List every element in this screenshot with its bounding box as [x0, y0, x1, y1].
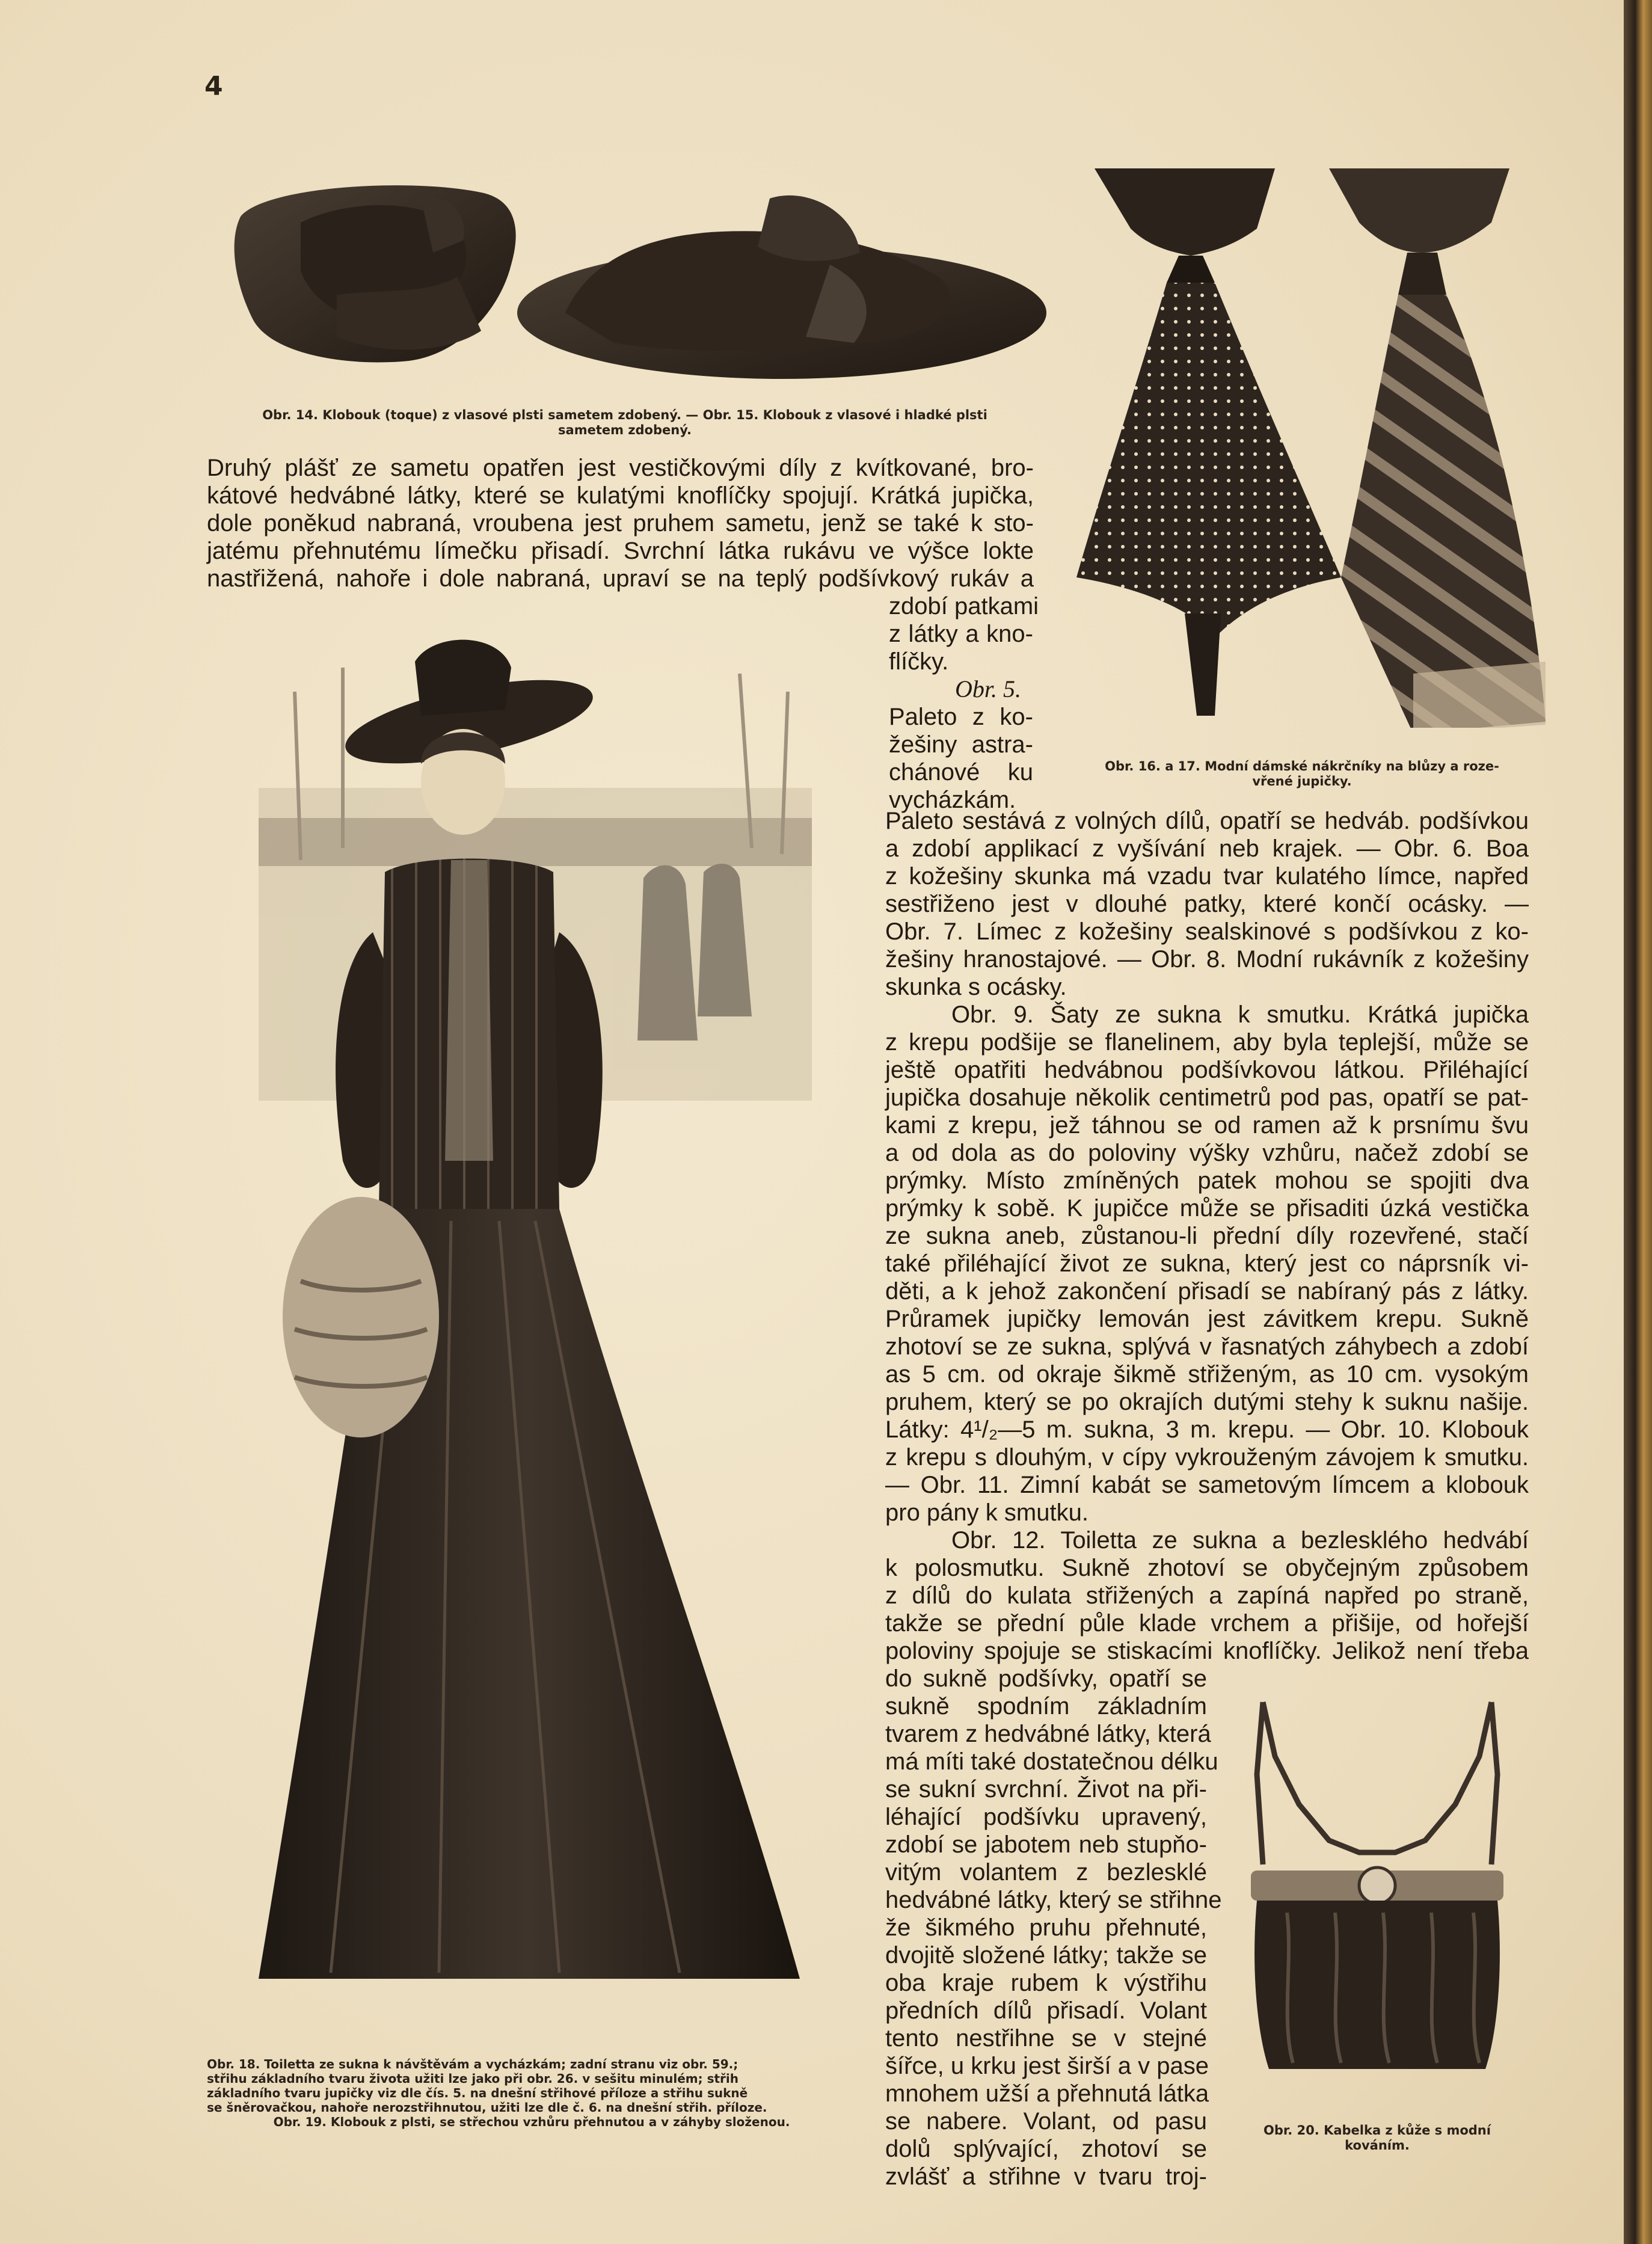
- caption-bag: Obr. 20. Kabelka z kůže s modní kováním.: [1264, 2123, 1491, 2153]
- caption-scarves: Obr. 16. a 17. Modní dámské nákrčníky na blůzy a roze- vřené jupičky.: [1105, 759, 1499, 788]
- bag-illustration: [1239, 1684, 1521, 2105]
- page-number: 4: [204, 71, 223, 102]
- right-column-text: Paleto sestává z volných dílů, opatří se hedváb. podšívkou a zdobí applikací z vyšívání neb krajek. — Obr. 6. Boa z kožešiny skunka má vzadu tvar kulatého límce, napřed sestřiženo jest v dlouhé patky, které končí ocásky. — Obr. 7. Límec z kožešiny sealskinové s podšívkou z ko- žešiny hranostajové. — Obr. 8. Modní rukávník z kožešiny skunka s ocásky. Obr. 9. Šaty ze sukna k smutku. Krátká jupička z krepu podšije se flanelinem, aby byla teplejší, může se ještě opatřiti hedvábnou podšívkovou látkou. Přiléhající jupička dosahuje několik centimetrů pod pas, opatří se pat- kami z krepu, jež táhnou se od ramen až k prsnímu švu a od dola as do poloviny výšky vzhůru, načež zdobí se prýmky. Místo zmíněných patek mohou se spojiti dva prýmky k sobě. K jupičce může se přisaditi úzká vestička ze sukna aneb, zůstanou-li přední díly rozevřené, stačí také přiléhající život ze sukna, který jest co náprsník vi- děti, a k jehož zakončení přisadí se nabíraný pás z látky. Průramek jupičky lemován jest závitkem krepu. Sukně zhotoví se ze sukna, splývá v řasnatých záhybech a zdobí as 5 cm. od okraje šikmě střiženým, as 10 cm. vysokým pruhem, který se po okrajích dutými stehy k suknu našije. Látky: 4¹/₂—5 m. sukna, 3 m. krepu. — Obr. 10. Klobouk z krepu s dlouhým, v cípy vykrouženým závojem k smutku. — Obr. 11. Zimní kabát se sametovým límcem a klobouk pro pány k smutku. Obr. 12. Toiletta ze sukna a bezlesklého hedvábí k polosmutku. Sukně zhotoví se obyčejným způsobem z dílů do kulata střižených a zapíná napřed po straně, takže se přední půle klade vrchem a přišije, od hořejší poloviny spojuje se stiskacími knoflíčky. Jelikož není třeba: [885, 808, 1529, 1664]
- caption-hats: Obr. 14. Klobouk (toque) z vlasové plsti sametem zdobený. — Obr. 15. Klobouk z vlasové i hladké plsti sametem zdobený.: [262, 408, 987, 437]
- dotted-cravat: [1076, 168, 1341, 716]
- toilette-illustration: [223, 619, 872, 2039]
- lower-narrow-column: do sukně podšívky, opatří se sukně spodním základním tvarem z hedvábné látky, která má míti také dostatečnou délku se sukní svrchní. Život na při- léhající podšívku upravený, zdobí se jabotem neb stupňo- vitým volantem z bezlesklé hedvábné látky, který se střihne že šikmého pruhu přehnuté, dvojitě složené látky; takže se oba kraje rubem k výstřihu předních dílů přisadí. Volant tento nestřihne se v stejné šířce, u krku jest širší a v pase mnohem užší a přehnutá látka se nabere. Volant, od pasu dolů splývající, zhotoví se zvlášť a střihne v tvaru troj-: [885, 1665, 1222, 2190]
- hats-illustration: [229, 174, 1119, 379]
- caption-toilette: Obr. 18. Toiletta ze sukna k návštěvám a vycházkám; zadní stranu viz obr. 59.; střihu základního tvaru života užiti lze jako při obr. 26. v sešitu minulém; střih základního tvaru jupičky viz dle čís. 5. na dnešní střihové příloze a střihu sukně se šněrovačkou, nahoře nerozstřihnutou, užiti lze dle č. 6. na dnešní střih. příloze. Obr. 19. Klobouk z plsti, se střechou vzhůru přehnutou a v záhyby složenou.: [207, 2057, 790, 2129]
- wide-brim-hat: [517, 195, 1046, 379]
- narrow-column: zdobí patkami z látky a kno- flíčky. Obr. 5. Paleto z ko- žešiny astra- chánové ku vycházkám.: [889, 593, 1039, 813]
- scarves-illustration: [1076, 156, 1558, 728]
- toque-hat: [235, 185, 516, 362]
- bag-chain: [1257, 1702, 1497, 1864]
- bag-body: [1251, 1867, 1503, 2069]
- intro-paragraph: Druhý plášť ze sametu opatřen jest vestičkovými díly z kvítkované, bro- kátové hedvábné látky, které se kulatými knoflíčky spojují. Krátká jupička, dole poněkud nabraná, vroubena jest pruhem sametu, jenž se také k sto- jatému přehnutému límečku přisadí. Svrchní látka rukávu ve výšce lokte nastřižená, nahoře i dole nabraná, upraví se na teplý podšívkový rukáv a: [207, 455, 1034, 592]
- striped-cravat: [1329, 168, 1546, 728]
- binding-edge: [1624, 0, 1652, 2244]
